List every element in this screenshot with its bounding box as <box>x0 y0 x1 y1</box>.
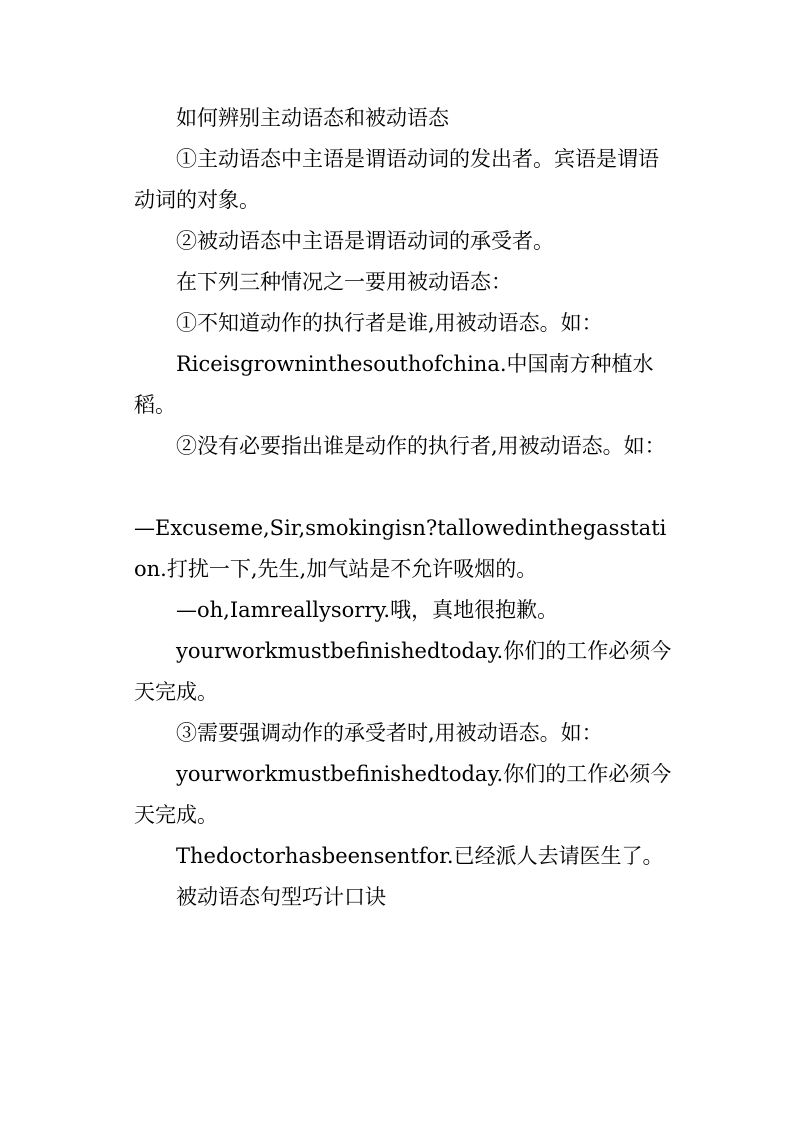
blank-line <box>134 467 674 508</box>
paragraph-example-work-1: yourworkmustbefinishedtoday.你们的工作必须今天完成。 <box>134 639 672 704</box>
paragraph-example-sorry: —oh,Iamreallysorry.哦，真地很抱歉。 <box>176 598 559 622</box>
paragraph-example-excuse: —Excuseme,Sir,smokingisn?tallowedinthegasstation.打扰一下,先生,加气站是不允许吸烟的。 <box>134 516 667 581</box>
paragraph-case-three: ③需要强调动作的承受者时,用被动语态。如： <box>176 721 603 745</box>
paragraph-example-rice: Riceisgrowninthesouthofchina.中国南方种植水稻。 <box>134 352 654 417</box>
paragraph-passive-voice: ②被动语态中主语是谓语动词的承受者。 <box>176 229 554 253</box>
paragraph-active-voice: ①主动语态中主语是谓语动词的发出者。宾语是谓语动词的对象。 <box>134 147 659 212</box>
paragraph-three-cases: 在下列三种情况之一要用被动语态： <box>176 270 512 294</box>
paragraph-example-work-2: yourworkmustbefinishedtoday.你们的工作必须今天完成。 <box>134 762 672 827</box>
paragraph-case-one: ①不知道动作的执行者是谁,用被动语态。如： <box>176 311 603 335</box>
paragraph-example-doctor: Thedoctorhasbeensentfor.已经派人去请医生了。 <box>176 844 664 868</box>
paragraph-heading: 如何辨别主动语态和被动语态 <box>176 106 449 130</box>
document-body <box>134 98 674 918</box>
paragraph-mnemonic-heading: 被动语态句型巧计口诀 <box>176 885 386 909</box>
paragraph-case-two: ②没有必要指出谁是动作的执行者,用被动语态。如： <box>176 434 666 458</box>
